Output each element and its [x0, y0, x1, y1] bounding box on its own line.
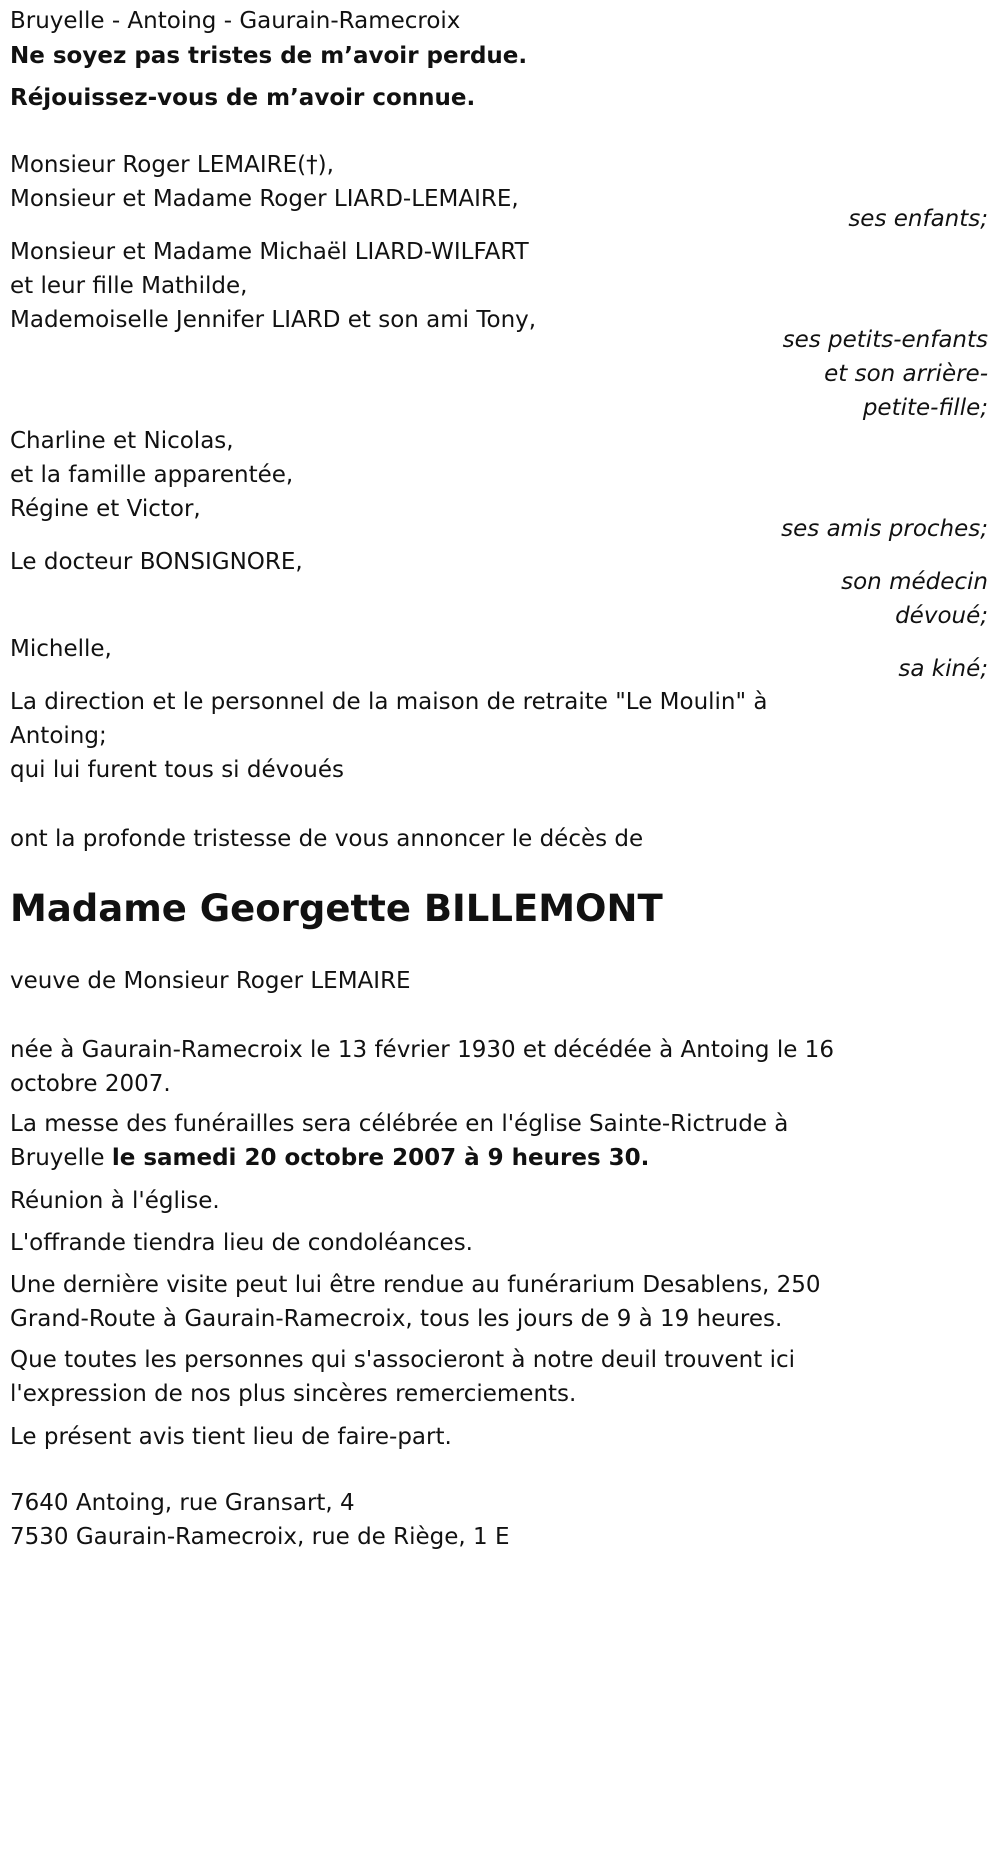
widow-of: veuve de Monsieur Roger LEMAIRE: [10, 968, 411, 994]
friends-line-3: Régine et Victor,: [10, 496, 201, 522]
location-header: Bruyelle - Antoing - Gaurain-Ramecroix: [10, 8, 461, 34]
grandchildren-relation-2: et son arrière-: [824, 361, 988, 387]
announcement-intro: ont la profonde tristesse de vous annoncer le décès de: [10, 826, 644, 852]
thanks-line-1: Que toutes les personnes qui s'associeront à notre deuil trouvent ici: [10, 1347, 796, 1373]
friends-line-1: Charline et Nicolas,: [10, 428, 234, 454]
grandchildren-relation-3: petite-fille;: [862, 395, 988, 421]
address-1: 7640 Antoing, rue Gransart, 4: [10, 1490, 355, 1516]
physio-relation: sa kiné;: [898, 656, 988, 682]
children-line-1: Monsieur Roger LEMAIRE(†),: [10, 152, 334, 178]
offering-note: L'offrande tiendra lieu de condoléances.: [10, 1230, 473, 1256]
care-home-line-2: Antoing;: [10, 723, 107, 749]
mass-date-time: le samedi 20 octobre 2007 à 9 heures 30.: [111, 1145, 650, 1171]
grandchildren-line-2: et leur fille Mathilde,: [10, 273, 248, 299]
care-home-line-1: La direction et le personnel de la maison de retraite "Le Moulin" à: [10, 689, 768, 715]
mass-line-1: La messe des funérailles sera célébrée en l'église Sainte-Rictrude à: [10, 1111, 789, 1137]
birth-death-line-2: octobre 2007.: [10, 1071, 171, 1097]
address-2: 7530 Gaurain-Ramecroix, rue de Riège, 1 E: [10, 1524, 510, 1550]
friends-line-2: et la famille apparentée,: [10, 462, 294, 488]
birth-death-line-1: née à Gaurain-Ramecroix le 13 février 1930 et décédée à Antoing le 16: [10, 1037, 834, 1063]
notice-line: Le présent avis tient lieu de faire-part.: [10, 1424, 452, 1450]
mass-line-2: [10, 1141, 649, 1175]
doctor-relation-2: dévoué;: [895, 603, 988, 629]
grandchildren-line-3: Mademoiselle Jennifer LIARD et son ami Tony,: [10, 307, 537, 333]
grandchildren-line-1: Monsieur et Madame Michaël LIARD-WILFART: [10, 239, 529, 265]
quote-line-1: Ne soyez pas tristes de m’avoir perdue.: [10, 43, 528, 69]
visit-line-1: Une dernière visite peut lui être rendue au funérarium Desablens, 250: [10, 1272, 821, 1298]
children-line-2: Monsieur et Madame Roger LIARD-LEMAIRE,: [10, 186, 519, 212]
doctor-line: Le docteur BONSIGNORE,: [10, 549, 303, 575]
physio-line: Michelle,: [10, 636, 112, 662]
children-relation: ses enfants;: [848, 206, 988, 232]
grandchildren-relation-1: ses petits-enfants: [782, 327, 988, 353]
thanks-line-2: l'expression de nos plus sincères remerciements.: [10, 1381, 577, 1407]
deceased-name: Madame Georgette BILLEMONT: [10, 887, 663, 930]
visit-line-2: Grand-Route à Gaurain-Ramecroix, tous les jours de 9 à 19 heures.: [10, 1306, 783, 1332]
care-home-line-3: qui lui furent tous si dévoués: [10, 757, 345, 783]
friends-relation: ses amis proches;: [781, 516, 988, 542]
quote-line-2: Réjouissez-vous de m’avoir connue.: [10, 85, 476, 111]
meeting-note: Réunion à l'église.: [10, 1188, 220, 1214]
mass-place: Bruyelle: [10, 1145, 112, 1171]
doctor-relation-1: son médecin: [841, 569, 988, 595]
